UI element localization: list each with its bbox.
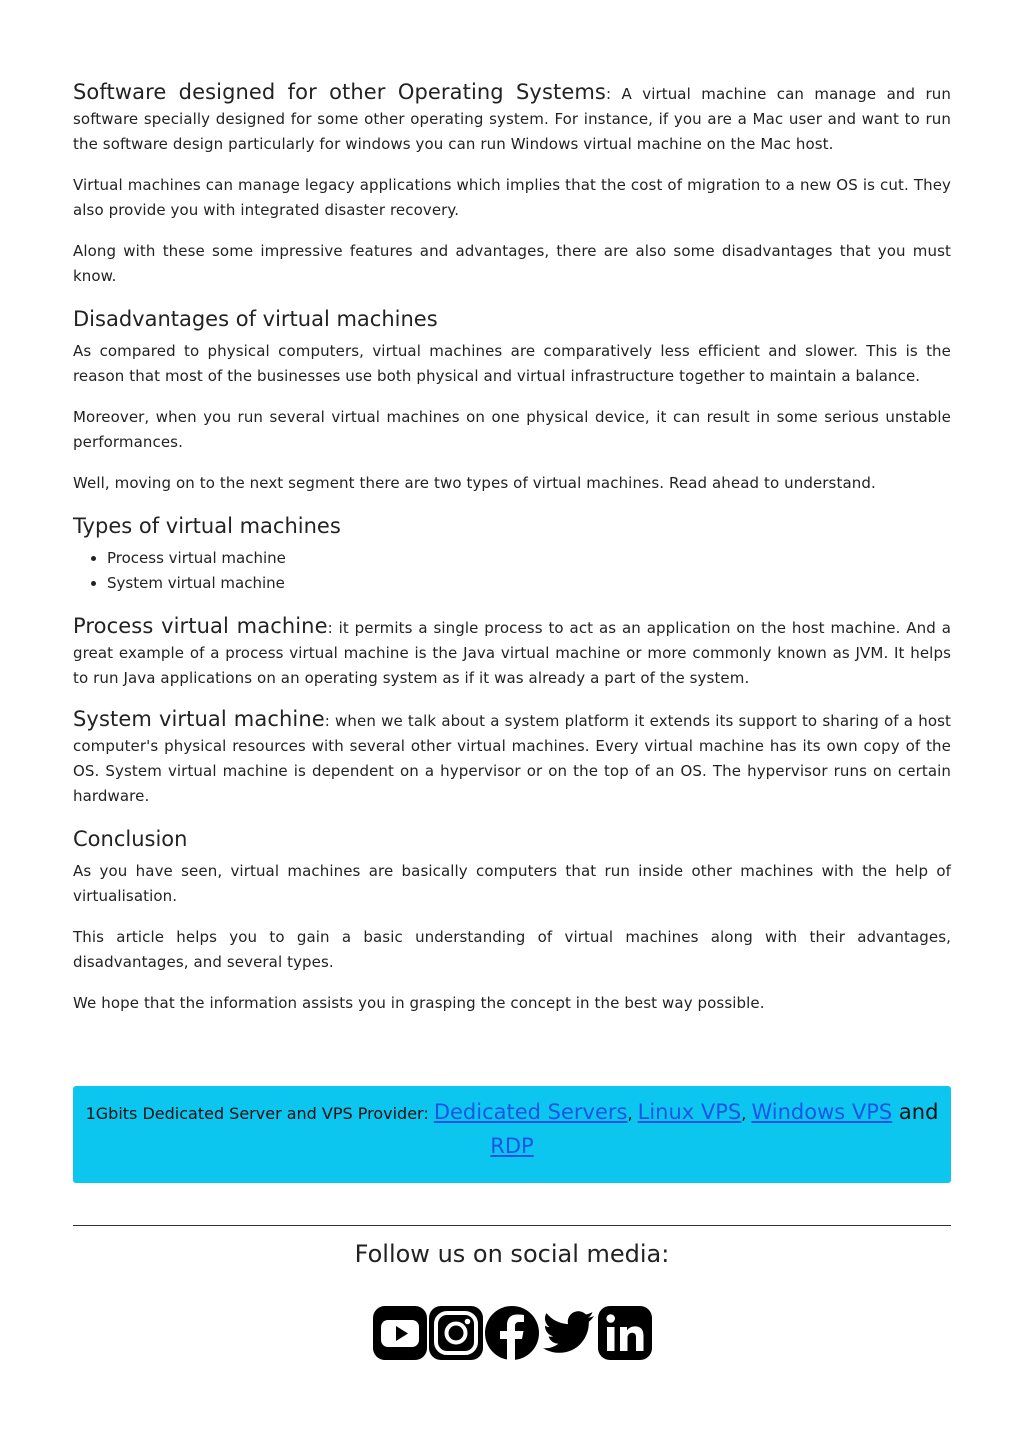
separator: , (627, 1104, 638, 1123)
youtube-icon[interactable] (372, 1305, 428, 1361)
disadvantages-heading: Disadvantages of virtual machines (73, 307, 438, 331)
system-vm-text: : when we talk about a system platform it extends its support to sharing of a host computer's physical resources with several other virtual machines. Every virtual machine has its own copy of the OS. System virtual machine is dependent on a hypervisor or on the top of an OS. The hypervisor runs on certain hardware. (73, 712, 951, 805)
provider-banner (73, 1086, 951, 1183)
conclusion-paragraph-1: As you have seen, virtual machines are basically computers that run inside other machines with the help of virtualisation. (73, 862, 951, 905)
provider-banner-prefix: 1Gbits Dedicated Server and VPS Provider: (85, 1104, 434, 1123)
types-heading: Types of virtual machines (73, 514, 341, 538)
follow-heading: Follow us on social media: (354, 1240, 670, 1268)
instagram-icon[interactable] (428, 1305, 484, 1361)
conclusion-heading: Conclusion (73, 827, 188, 851)
legacy-paragraph: Virtual machines can manage legacy applications which implies that the cost of migration to a new OS is cut. They also provide you with integrated disaster recovery. (73, 176, 951, 219)
twitter-icon[interactable] (540, 1305, 596, 1361)
process-vm-text: : it permits a single process to act as an application on the host machine. And a great example of a process virtual machine is the Java virtual machine or more commonly known as JVM. It helps to run Java applications on an operating system as if it was already a part of the system. (73, 619, 952, 687)
disadvantages-paragraph-3: Well, moving on to the next segment there are two types of virtual machines. Read ahead to understand. (73, 474, 876, 492)
list-item: • Process virtual machine (107, 546, 951, 571)
os-software-paragraph (73, 80, 951, 157)
disadvantages-paragraph-1: As compared to physical computers, virtual machines are comparatively less efficient and slower. This is the reason that most of the businesses use both physical and virtual infrastructure together to maintain a balance. (73, 342, 951, 385)
os-software-text: : A virtual machine can manage and run software specially designed for some other operating system. For instance, if you are a Mac user and want to run the software design particularly for windows you can run Windows virtual machine on the Mac host. (73, 85, 951, 153)
divider (73, 1225, 951, 1226)
facebook-icon[interactable] (484, 1305, 540, 1361)
separator: , (741, 1104, 752, 1123)
os-software-lead: Software designed for other Operating Systems (73, 80, 606, 104)
along-paragraph: Along with these some impressive features and advantages, there are also some disadvantages that you must know. (73, 242, 951, 285)
windows-vps-link[interactable]: Windows VPS (751, 1100, 893, 1124)
rdp-link[interactable]: RDP (490, 1134, 534, 1158)
conclusion-paragraph-2: This article helps you to gain a basic understanding of virtual machines along with their advantages, disadvantages, and several types. (73, 928, 951, 971)
article-body (73, 80, 951, 1032)
conclusion-paragraph-3: We hope that the information assists you in grasping the concept in the best way possible. (73, 994, 765, 1012)
linux-vps-link[interactable]: Linux VPS (637, 1100, 742, 1124)
and-text: and (892, 1100, 939, 1124)
process-vm-paragraph (73, 614, 951, 691)
types-list (73, 546, 951, 596)
process-vm-lead: Process virtual machine (73, 614, 328, 638)
disadvantages-paragraph-2: Moreover, when you run several virtual machines on one physical device, it can result in some serious unstable performances. (73, 408, 951, 451)
system-vm-paragraph (73, 707, 951, 809)
dedicated-servers-link[interactable]: Dedicated Servers (433, 1100, 628, 1124)
list-item: • System virtual machine (107, 571, 951, 596)
social-icons (372, 1305, 654, 1363)
system-vm-lead: System virtual machine (73, 707, 325, 731)
linkedin-icon[interactable] (597, 1305, 653, 1361)
